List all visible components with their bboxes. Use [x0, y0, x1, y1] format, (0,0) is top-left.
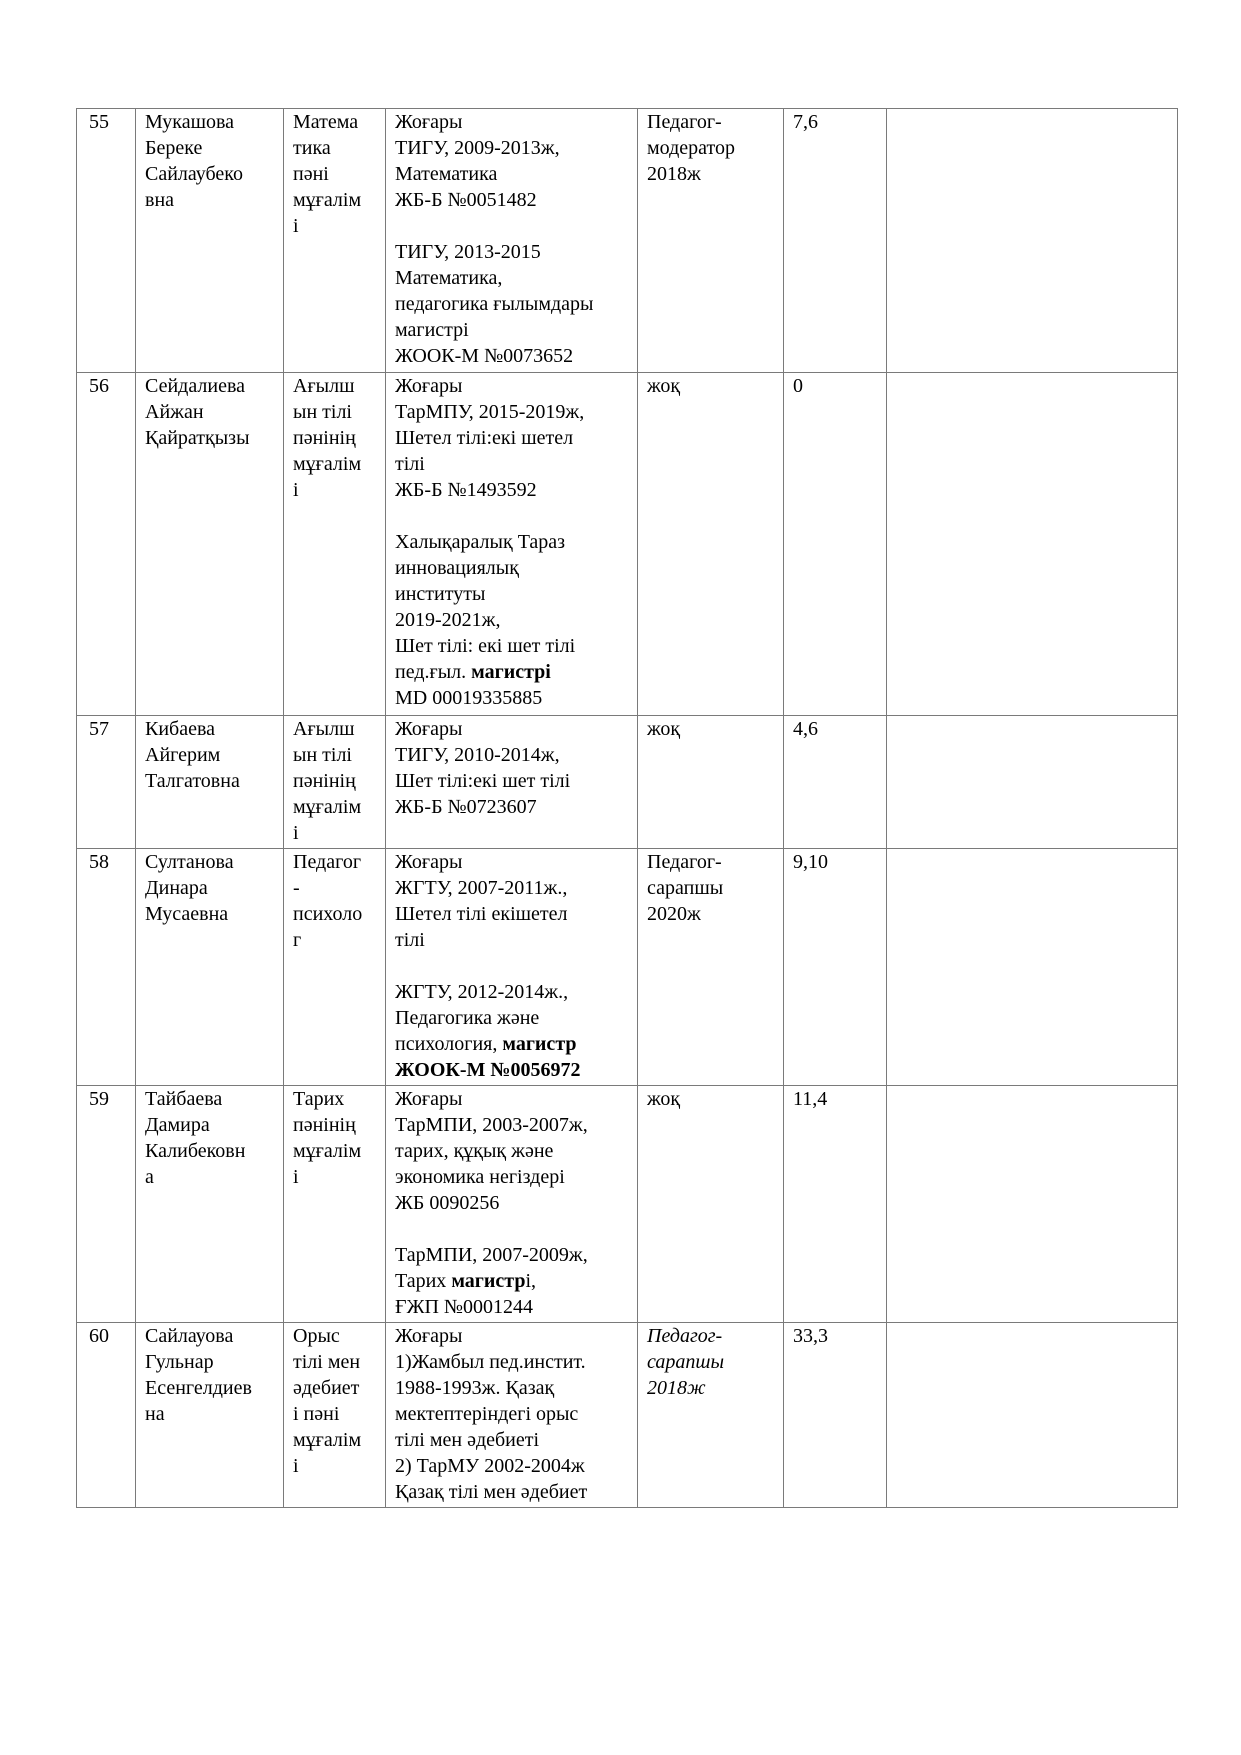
subject-line: і [293, 1166, 299, 1188]
education-line: Жоғары [395, 1088, 463, 1110]
experience-value: 0 [793, 375, 803, 397]
row-number: 59 [89, 1088, 109, 1110]
education-line: 2019-2021ж, [395, 609, 501, 631]
subject-line: і пәні [293, 1403, 340, 1425]
education-line: ЖООК-М №0073652 [395, 345, 574, 367]
education-line: ТИГУ, 2009-2013ж, [395, 137, 560, 159]
education-line: ЖБ-Б №0723607 [395, 796, 537, 818]
subject-line: мұғалім [293, 453, 362, 475]
name-cell [136, 109, 284, 373]
education-line: тілі мен әдебиеті [395, 1429, 540, 1451]
education-line: педагогика ғылымдары [395, 293, 594, 315]
name-line: Мусаевна [145, 903, 229, 925]
name-line: а [145, 1166, 154, 1188]
name-line: Султанова [145, 851, 234, 873]
name-line: Сайлауова [145, 1325, 234, 1347]
name-line: Сейдалиева [145, 375, 246, 397]
note-value [896, 373, 1169, 399]
education-line: Шетел тілі:екі шетел [395, 427, 574, 449]
education-line: Жоғары [395, 851, 463, 873]
category-line: Педагог- [647, 851, 722, 873]
education-cell [386, 849, 638, 1086]
education-line: ЖГТУ, 2012-2014ж., [395, 981, 569, 1003]
name-line: Айгерим [145, 744, 221, 766]
education-line: Жоғары [395, 718, 463, 740]
subject-line: мұғалім [293, 189, 362, 211]
education-line: мектептеріндегі орыс [395, 1403, 579, 1425]
category-cell [638, 849, 784, 1086]
education-line: 2) ТарМУ 2002-2004ж [395, 1455, 585, 1477]
subject-line: пәнінің [293, 427, 356, 449]
category-line: жоқ [647, 718, 681, 740]
education-line: тілі [395, 929, 425, 951]
subject-line: пәнінің [293, 770, 356, 792]
subject-line: ын тілі [293, 401, 352, 423]
experience-cell [784, 849, 887, 1086]
subject-cell [284, 373, 386, 716]
education-line: ЖБ-Б №0051482 [395, 189, 537, 211]
subject-line: мұғалім [293, 796, 362, 818]
name-line: Гульнар [145, 1351, 214, 1373]
education-cell [386, 1086, 638, 1323]
subject-line: і [293, 822, 299, 844]
education-text: і, [525, 1270, 537, 1292]
name-cell [136, 716, 284, 849]
education-line: Математика, [395, 267, 503, 289]
education-text: пед.ғыл. [395, 661, 472, 683]
name-line: Талгатовна [145, 770, 240, 792]
education-cell [386, 716, 638, 849]
name-line: Дамира [145, 1114, 210, 1136]
name-line: вна [145, 189, 175, 211]
row-number: 58 [89, 851, 109, 873]
table-row [77, 716, 1178, 849]
row-number: 55 [89, 111, 109, 133]
note-cell [887, 373, 1178, 716]
row-number-cell [77, 1323, 136, 1508]
subject-cell [284, 849, 386, 1086]
staff-table [76, 108, 1178, 1508]
education-line: экономика негіздері [395, 1166, 565, 1188]
subject-line: тілі мен [293, 1351, 361, 1373]
note-cell [887, 109, 1178, 373]
subject-line: Орыс [293, 1325, 340, 1347]
education-line: ҒЖП №0001244 [395, 1296, 534, 1318]
education-line: ТарМПУ, 2015-2019ж, [395, 401, 585, 423]
subject-line: і [293, 479, 299, 501]
category-line: жоқ [647, 375, 681, 397]
subject-line: Ағылш [293, 718, 355, 740]
subject-line: - [293, 877, 300, 899]
row-number-cell [77, 109, 136, 373]
category-line: сарапшы [647, 877, 724, 899]
row-number: 57 [89, 718, 109, 740]
blank-line [395, 1216, 629, 1242]
blank-line [395, 503, 629, 529]
experience-cell [784, 373, 887, 716]
category-line: 2020ж [647, 903, 701, 925]
education-line: Математика [395, 163, 498, 185]
experience-cell [784, 109, 887, 373]
education-text: Тарих [395, 1270, 452, 1292]
name-line: Кибаева [145, 718, 216, 740]
name-line: Есенгелдиев [145, 1377, 252, 1399]
diploma-number: ЖООК-М №0056972 [395, 1059, 581, 1081]
table-row [77, 1323, 1178, 1508]
row-number-cell [77, 716, 136, 849]
note-cell [887, 1086, 1178, 1323]
education-line: 1)Жамбыл пед.инстит. [395, 1351, 586, 1373]
degree-bold-text: магистрі [471, 661, 551, 683]
education-line: магистрі [395, 319, 469, 341]
education-line: Шет тілі: екі шет тілі [395, 635, 576, 657]
row-number-cell [77, 849, 136, 1086]
name-line: Калибековн [145, 1140, 246, 1162]
category-line: жоқ [647, 1088, 681, 1110]
category-line: сарапшы [647, 1351, 725, 1373]
row-number: 56 [89, 375, 109, 397]
note-value [896, 716, 1169, 742]
education-line [395, 1268, 629, 1294]
experience-value: 4,6 [793, 718, 818, 740]
education-line: ЖБ-Б №1493592 [395, 479, 537, 501]
education-line: Қазақ тілі мен әдебиет [395, 1481, 588, 1503]
education-line: ТарМПИ, 2003-2007ж, [395, 1114, 588, 1136]
name-line: Тайбаева [145, 1088, 223, 1110]
experience-value: 7,6 [793, 111, 818, 133]
subject-line: мұғалім [293, 1429, 362, 1451]
education-line: тілі [395, 453, 425, 475]
education-line: Жоғары [395, 111, 463, 133]
education-line: 1988-1993ж. Қазақ [395, 1377, 555, 1399]
education-line: инновациялық [395, 557, 519, 579]
name-line: Береке [145, 137, 203, 159]
subject-cell [284, 716, 386, 849]
table-row [77, 1086, 1178, 1323]
name-cell [136, 1323, 284, 1508]
degree-bold-text: магистр [502, 1033, 577, 1055]
note-value [896, 1086, 1169, 1112]
experience-cell [784, 1086, 887, 1323]
category-cell [638, 1086, 784, 1323]
subject-line: Ағылш [293, 375, 355, 397]
subject-line: ын тілі [293, 744, 352, 766]
note-cell [887, 1323, 1178, 1508]
category-cell [638, 1323, 784, 1508]
row-number-cell [77, 1086, 136, 1323]
subject-cell [284, 109, 386, 373]
subject-line: Тарих [293, 1088, 345, 1110]
category-cell [638, 716, 784, 849]
experience-value: 11,4 [793, 1088, 828, 1110]
education-line: Халықаралық Тараз [395, 531, 566, 553]
education-line: ЖГТУ, 2007-2011ж., [395, 877, 568, 899]
name-line: Айжан [145, 401, 204, 423]
experience-cell [784, 716, 887, 849]
subject-cell [284, 1086, 386, 1323]
education-line: Жоғары [395, 375, 463, 397]
name-cell [136, 373, 284, 716]
row-number: 60 [89, 1325, 109, 1347]
subject-line: і [293, 215, 299, 237]
subject-line: психоло [293, 903, 363, 925]
education-line: ЖБ 0090256 [395, 1192, 500, 1214]
note-value [896, 109, 1169, 135]
subject-line: пәні [293, 163, 329, 185]
name-line: Сайлаубеко [145, 163, 243, 185]
education-line: ТИГУ, 2013-2015 [395, 241, 541, 263]
note-value [896, 849, 1169, 875]
experience-cell [784, 1323, 887, 1508]
note-value [896, 1323, 1169, 1349]
education-cell [386, 373, 638, 716]
subject-line: әдебиет [293, 1377, 360, 1399]
subject-line: Педагог [293, 851, 362, 873]
education-cell [386, 1323, 638, 1508]
category-line: Педагог- [647, 111, 722, 133]
name-cell [136, 849, 284, 1086]
name-line: Мукашова [145, 111, 235, 133]
education-line: ТарМПИ, 2007-2009ж, [395, 1244, 588, 1266]
subject-line: мұғалім [293, 1140, 362, 1162]
education-line: Жоғары [395, 1325, 463, 1347]
category-cell [638, 373, 784, 716]
name-line: Динара [145, 877, 208, 899]
category-cell [638, 109, 784, 373]
table-row [77, 849, 1178, 1086]
experience-value: 33,3 [793, 1325, 828, 1347]
subject-line: пәнінің [293, 1114, 356, 1136]
category-line: Педагог- [647, 1325, 723, 1347]
education-line: MD 00019335885 [395, 687, 543, 709]
category-line: 2018ж [647, 1377, 706, 1399]
category-line: модератор [647, 137, 735, 159]
experience-value: 9,10 [793, 851, 828, 873]
blank-line [395, 953, 629, 979]
education-line [395, 659, 629, 685]
education-cell [386, 109, 638, 373]
education-line [395, 1031, 629, 1057]
category-line: 2018ж [647, 163, 701, 185]
note-cell [887, 716, 1178, 849]
subject-line: тика [293, 137, 331, 159]
education-line: Педагогика және [395, 1007, 540, 1029]
note-cell [887, 849, 1178, 1086]
education-line: ТИГУ, 2010-2014ж, [395, 744, 560, 766]
subject-line: Матема [293, 111, 359, 133]
subject-line: г [293, 929, 302, 951]
subject-line: і [293, 1455, 299, 1477]
row-number-cell [77, 373, 136, 716]
name-cell [136, 1086, 284, 1323]
education-line: институты [395, 583, 486, 605]
name-line: на [145, 1403, 165, 1425]
education-line: тарих, құқық және [395, 1140, 554, 1162]
education-text: психология, [395, 1033, 503, 1055]
education-line: Шет тілі:екі шет тілі [395, 770, 571, 792]
table-row [77, 373, 1178, 716]
subject-cell [284, 1323, 386, 1508]
blank-line [395, 213, 629, 239]
degree-bold-text: магистр [451, 1270, 526, 1292]
education-line: Шетел тілі екішетел [395, 903, 568, 925]
name-line: Қайратқызы [145, 427, 250, 449]
table-row [77, 109, 1178, 373]
